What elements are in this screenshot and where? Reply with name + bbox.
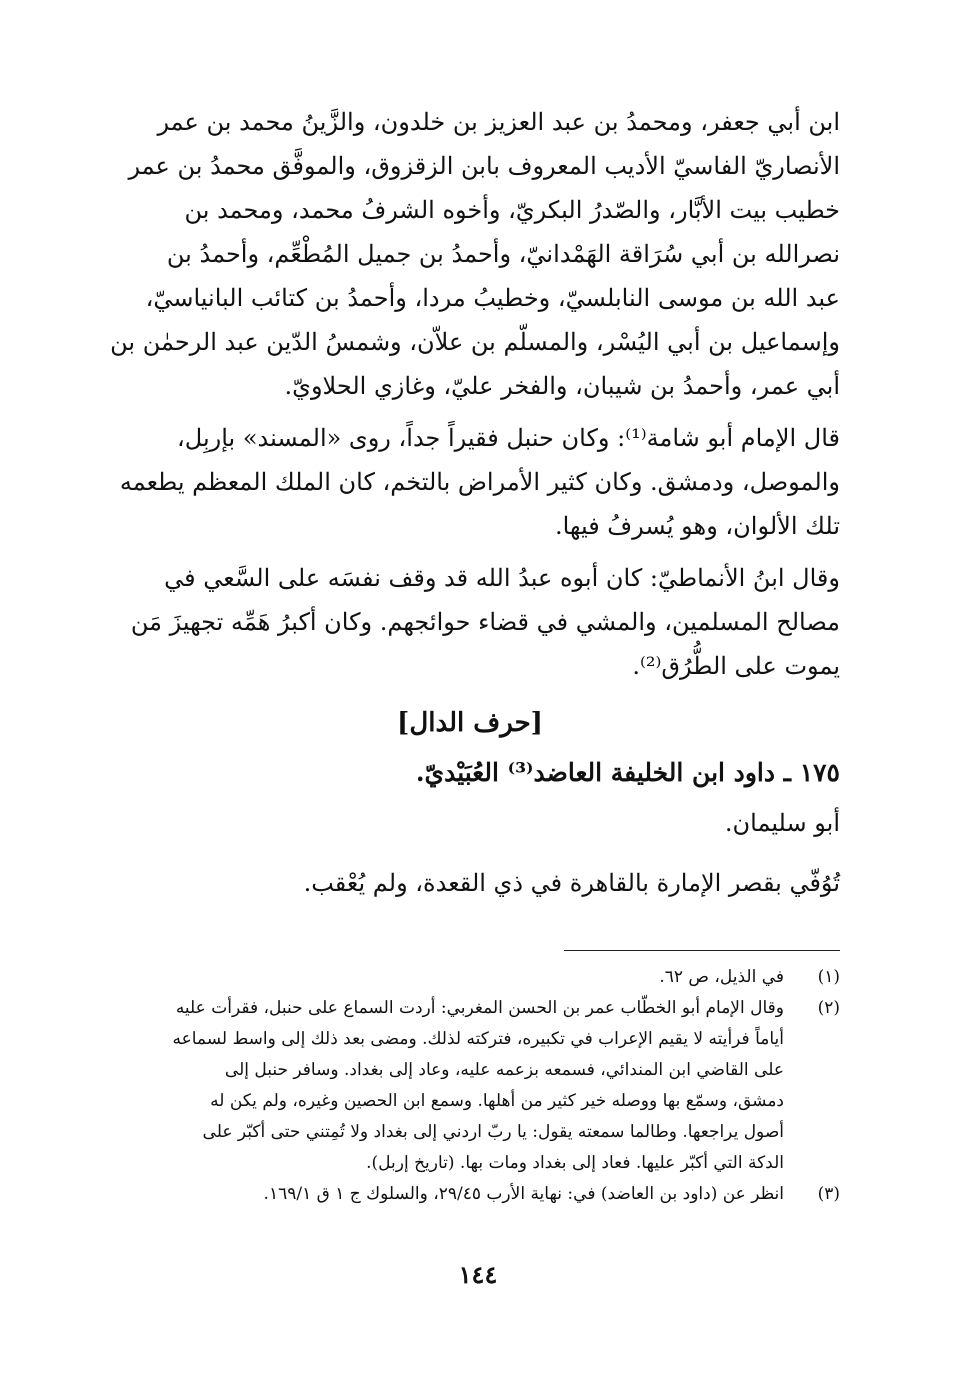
footnote-2 <box>116 993 840 1179</box>
text-line: وقال ابنُ الأنماطيّ: كان أبوه عبدُ الله قد وقف نفسَه على السَّعي في <box>164 564 840 592</box>
footnote-3 <box>116 1179 840 1210</box>
footnote-number: (١) <box>817 967 840 987</box>
text-line: ابن أبي جعفر، ومحمدُ بن عبد العزيز بن خلدون، والزَّينُ محمد بن عمر <box>157 108 840 136</box>
footnote-line: الدكة التي أكبّر عليها. فعاد إلى بغداد ومات بها. (تاريخ إربل). <box>366 1153 784 1173</box>
footnote-line: وقال الإمام أبو الخطّاب عمر بن الحسن المغربي: أردت السماع على حنبل، فقرأت عليه <box>175 998 784 1018</box>
entry-death: تُوُفّي بقصر الإمارة بالقاهرة في ذي القعدة، ولم يُعْقب. <box>303 869 840 897</box>
footnote-line: أصول يراجعها. وطالما سمعته يقول: يا ربّ اردني إلى بغداد ولا تُمِتني حتى أكبّر على <box>202 1122 784 1142</box>
footnote-body <box>116 993 784 1179</box>
paragraph-teachers-list <box>100 100 840 408</box>
footnote-body <box>116 1179 784 1210</box>
section-heading: [حرف الدال] <box>397 708 543 738</box>
paragraph-abu-shama <box>100 416 840 548</box>
entry-title: ١٧٥ ـ داود ابن الخليفة العاضد⁽³⁾ العُبَيْديّ. <box>415 758 840 787</box>
footnote-body <box>116 962 784 993</box>
footnote-number: (٣) <box>817 1184 840 1204</box>
footnote-line: انظر عن (داود بن العاضد) في: نهاية الأرب ٢٩/٤٥، والسلوك ج ١ ق ١٦٩/١. <box>263 1184 784 1204</box>
text-line: خطيب بيت الأبَّار، والصّدرُ البكريّ، وأخوه الشرفُ محمد، ومحمد بن <box>184 196 840 224</box>
text-line: أبي عمر، وأحمدُ بن شيبان، والفخر عليّ، وغازي الحلاويّ. <box>284 372 840 400</box>
text-line: قال الإمام أبو شامة⁽¹⁾: وكان حنبل فقيراً جداً، روى «المسند» بإربِل، <box>177 424 840 452</box>
footnote-line: دمشق، وسمّع بها ووصله خير كثير من أهلها. وسمع ابن الحصين وغيره، ولم يكن له <box>210 1091 784 1111</box>
main-text <box>100 100 840 908</box>
entry-kunya: أبو سليمان. <box>724 809 840 837</box>
text-line: مصالح المسلمين، والمشي في قضاء حوائجهم. وكان أكبرُ هَمِّه تجهيزَ مَن <box>130 608 840 636</box>
footnotes <box>116 962 840 1210</box>
text-line: والموصل، ودمشق. وكان كثير الأمراض بالتخم، كان الملك المعظم يطعمه <box>119 468 840 496</box>
footnote-line: على القاضي ابن المندائي، فسمعه بزعمه عليه، وعاد إلى بغداد. وسافر حنبل إلى <box>224 1060 784 1080</box>
text-line: نصرالله بن أبي سُرَاقة الهَمْدانيّ، وأحمدُ بن جميل المُطْعِّم، وأحمدُ بن <box>166 240 840 268</box>
page-number: ١٤٤ <box>458 1260 498 1289</box>
text-line: الأنصاريّ الفاسيّ الأديب المعروف بابن الزقزوق، والموفَّق محمدُ بن عمر <box>128 152 840 180</box>
text-line: يموت على الطُّرُق⁽²⁾. <box>632 652 840 680</box>
footnote-1 <box>116 962 840 993</box>
text-line: وإسماعيل بن أبي اليُسْر، والمسلّم بن علاّن، وشمسُ الدّين عبد الرحمٰن بن <box>110 328 840 356</box>
text-line: عبد الله بن موسى النابلسيّ، وخطيبُ مردا، وأحمدُ بن كتائب البانياسيّ، <box>145 284 840 312</box>
footnote-line: أياماً فرأيته لا يقيم الإعراب في تكبيره، فتركته لذلك. ومضى بعد ذلك إلى واسط لسماعه <box>172 1029 784 1049</box>
footnote-number: (٢) <box>817 998 840 1018</box>
paragraph-ibn-al-anmati <box>100 556 840 688</box>
footnote-divider <box>564 950 840 951</box>
text-line: تلك الألوان، وهو يُسرفُ فيها. <box>554 512 840 540</box>
footnote-line: في الذيل، ص ٦٢. <box>659 967 784 987</box>
